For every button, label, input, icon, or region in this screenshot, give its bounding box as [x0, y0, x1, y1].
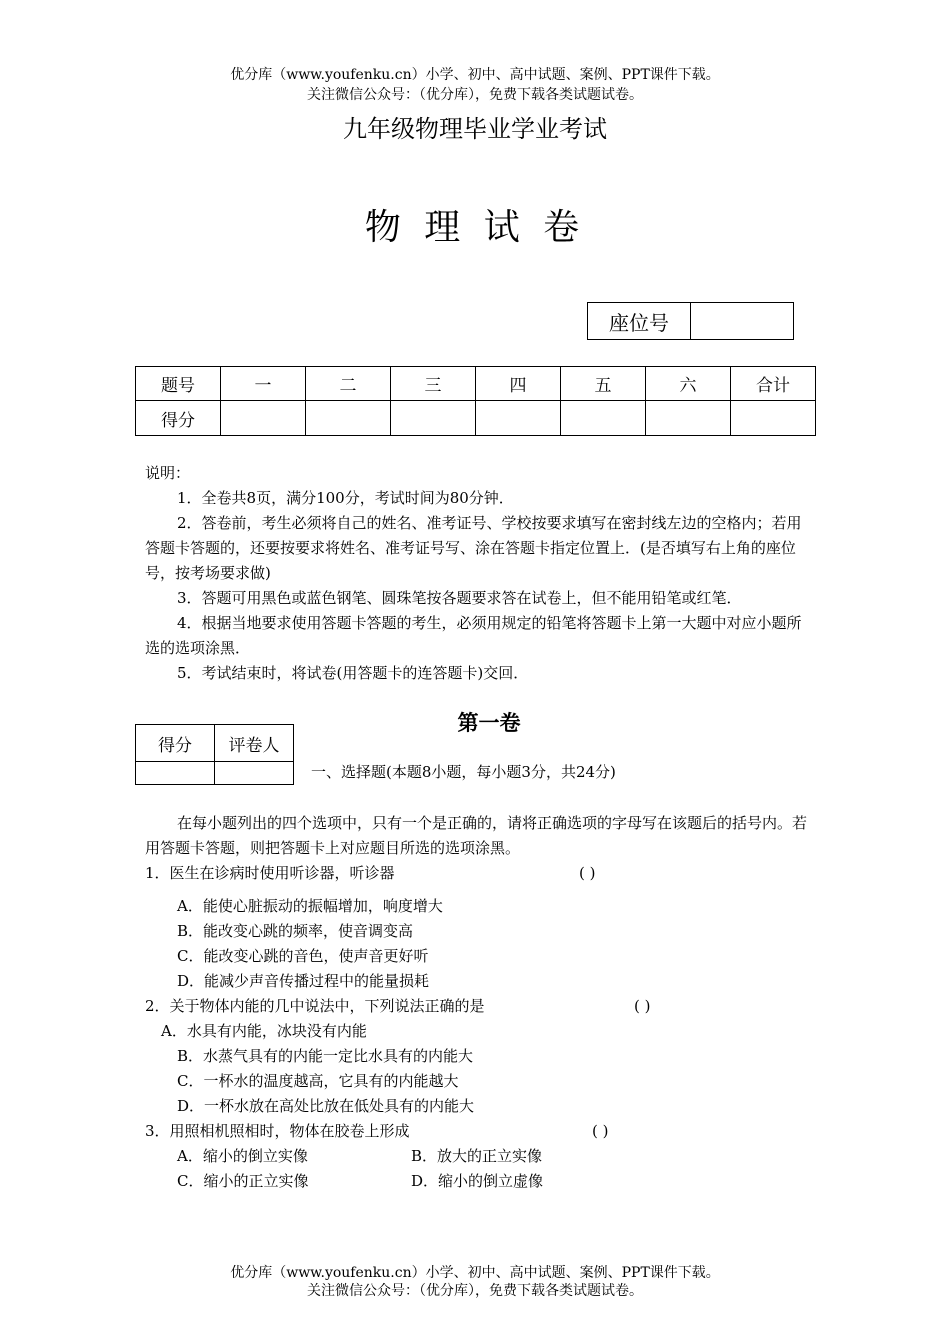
- grader-score-label: 得分: [136, 725, 215, 762]
- seat-value[interactable]: [691, 303, 794, 340]
- score-header-cell: 四: [476, 367, 561, 401]
- section-heading: 一、选择题(本题8小题，每小题3分，共24分): [311, 763, 616, 781]
- question-1-option-c: C．能改变心跳的音色，使声音更好听: [177, 947, 429, 965]
- score-table-score-row: [136, 401, 816, 436]
- grader-name-label: 评卷人: [215, 725, 294, 762]
- question-1-option-a: A．能使心脏振动的振幅增加，响度增大: [177, 897, 443, 915]
- instruction-item-2: 2．答卷前，考生必须将自己的姓名、准考证号、学校按要求填写在密封线左边的空格内；若用答题卡答题的，还要按要求将姓名、准考证号写、涂在答题卡指定位置上．(是否填写右上角的座位号，按考场要求做): [145, 514, 802, 582]
- seat-table: [587, 302, 794, 340]
- score-header-cell: 合计: [731, 367, 816, 401]
- question-1-stem: 1．医生在诊病时使用听诊器，听诊器: [145, 864, 395, 882]
- score-row-label: 得分: [136, 401, 221, 436]
- question-3-option-c: C．缩小的正立实像: [177, 1172, 309, 1190]
- header-line-1: 优分库（www.youfenku.cn）小学、初中、高中试题、案例、PPT课件下载。: [230, 67, 720, 83]
- exam-title: 九年级物理毕业学业考试: [343, 115, 607, 143]
- score-header-cell: 二: [306, 367, 391, 401]
- grader-name-cell[interactable]: [215, 762, 294, 785]
- score-cell[interactable]: [476, 401, 561, 436]
- question-3-stem: 3．用照相机照相时，物体在胶卷上形成: [145, 1122, 410, 1140]
- question-2-option-a: A．水具有内能，冰块没有内能: [161, 1022, 367, 1040]
- score-cell[interactable]: [646, 401, 731, 436]
- score-header-cell: 五: [561, 367, 646, 401]
- question-2-option-b: B．水蒸气具有的内能一定比水具有的内能大: [177, 1047, 474, 1065]
- score-header-cell: 三: [391, 367, 476, 401]
- score-cell[interactable]: [731, 401, 816, 436]
- score-cell[interactable]: [221, 401, 306, 436]
- question-2-option-c: C．一杯水的温度越高，它具有的内能越大: [177, 1072, 459, 1090]
- instructions-heading: 说明：: [145, 464, 191, 482]
- question-2-option-d: D．一杯水放在高处比放在低处具有的内能大: [177, 1097, 475, 1115]
- question-3-option-b: B．放大的正立实像: [411, 1147, 543, 1165]
- question-1-option-d: D．能减少声音传播过程中的能量损耗: [177, 972, 430, 990]
- question-3-option-a: A．缩小的倒立实像: [177, 1147, 308, 1165]
- instruction-item-3: 3．答题可用黑色或蓝色钢笔、圆珠笔按各题要求答在试卷上，但不能用铅笔或红笔．: [177, 589, 742, 607]
- header-line-2: 关注微信公众号：（优分库），免费下载各类试题试卷。: [307, 87, 643, 103]
- question-1-option-b: B．能改变心跳的频率，使音调变高: [177, 922, 414, 940]
- paper-title: 物 理 试 卷: [364, 207, 586, 248]
- score-header-cell: 六: [646, 367, 731, 401]
- score-header-cell: 题号: [136, 367, 221, 401]
- footer-line-2: 关注微信公众号：（优分库），免费下载各类试题试卷。: [307, 1283, 643, 1299]
- score-cell[interactable]: [391, 401, 476, 436]
- grader-table: [135, 724, 294, 785]
- instruction-item-4: 4．根据当地要求使用答题卡答题的考生，必须用规定的铅笔将答题卡上第一大题中对应小题所选的选项涂黑．: [145, 614, 802, 657]
- footer-line-1: 优分库（www.youfenku.cn）小学、初中、高中试题、案例、PPT课件下载。: [230, 1265, 720, 1281]
- volume-title: 第一卷: [457, 710, 521, 735]
- question-2-stem: 2．关于物体内能的几中说法中，下列说法正确的是: [145, 997, 485, 1015]
- score-cell[interactable]: [561, 401, 646, 436]
- question-3-option-d: D．缩小的倒立虚像: [411, 1172, 544, 1190]
- score-header-cell: 一: [221, 367, 306, 401]
- seat-label: 座位号: [588, 303, 691, 340]
- score-table: [135, 366, 816, 436]
- instruction-item-1: 1．全卷共8页，满分100分，考试时间为80分钟．: [177, 489, 514, 507]
- grader-score-cell[interactable]: [136, 762, 215, 785]
- question-1-answer-bracket[interactable]: ( ): [579, 864, 596, 882]
- instruction-item-5: 5．考试结束时，将试卷(用答题卡的连答题卡)交回．: [177, 664, 529, 682]
- question-2-answer-bracket[interactable]: ( ): [634, 997, 651, 1015]
- section-intro: 在每小题列出的四个选项中，只有一个是正确的，请将正确选项的字母写在该题后的括号内。若用答题卡答题，则把答题卡上对应题目所选的选项涂黑。: [145, 814, 808, 857]
- score-cell[interactable]: [306, 401, 391, 436]
- score-table-header-row: [136, 367, 816, 401]
- question-3-answer-bracket[interactable]: ( ): [592, 1122, 609, 1140]
